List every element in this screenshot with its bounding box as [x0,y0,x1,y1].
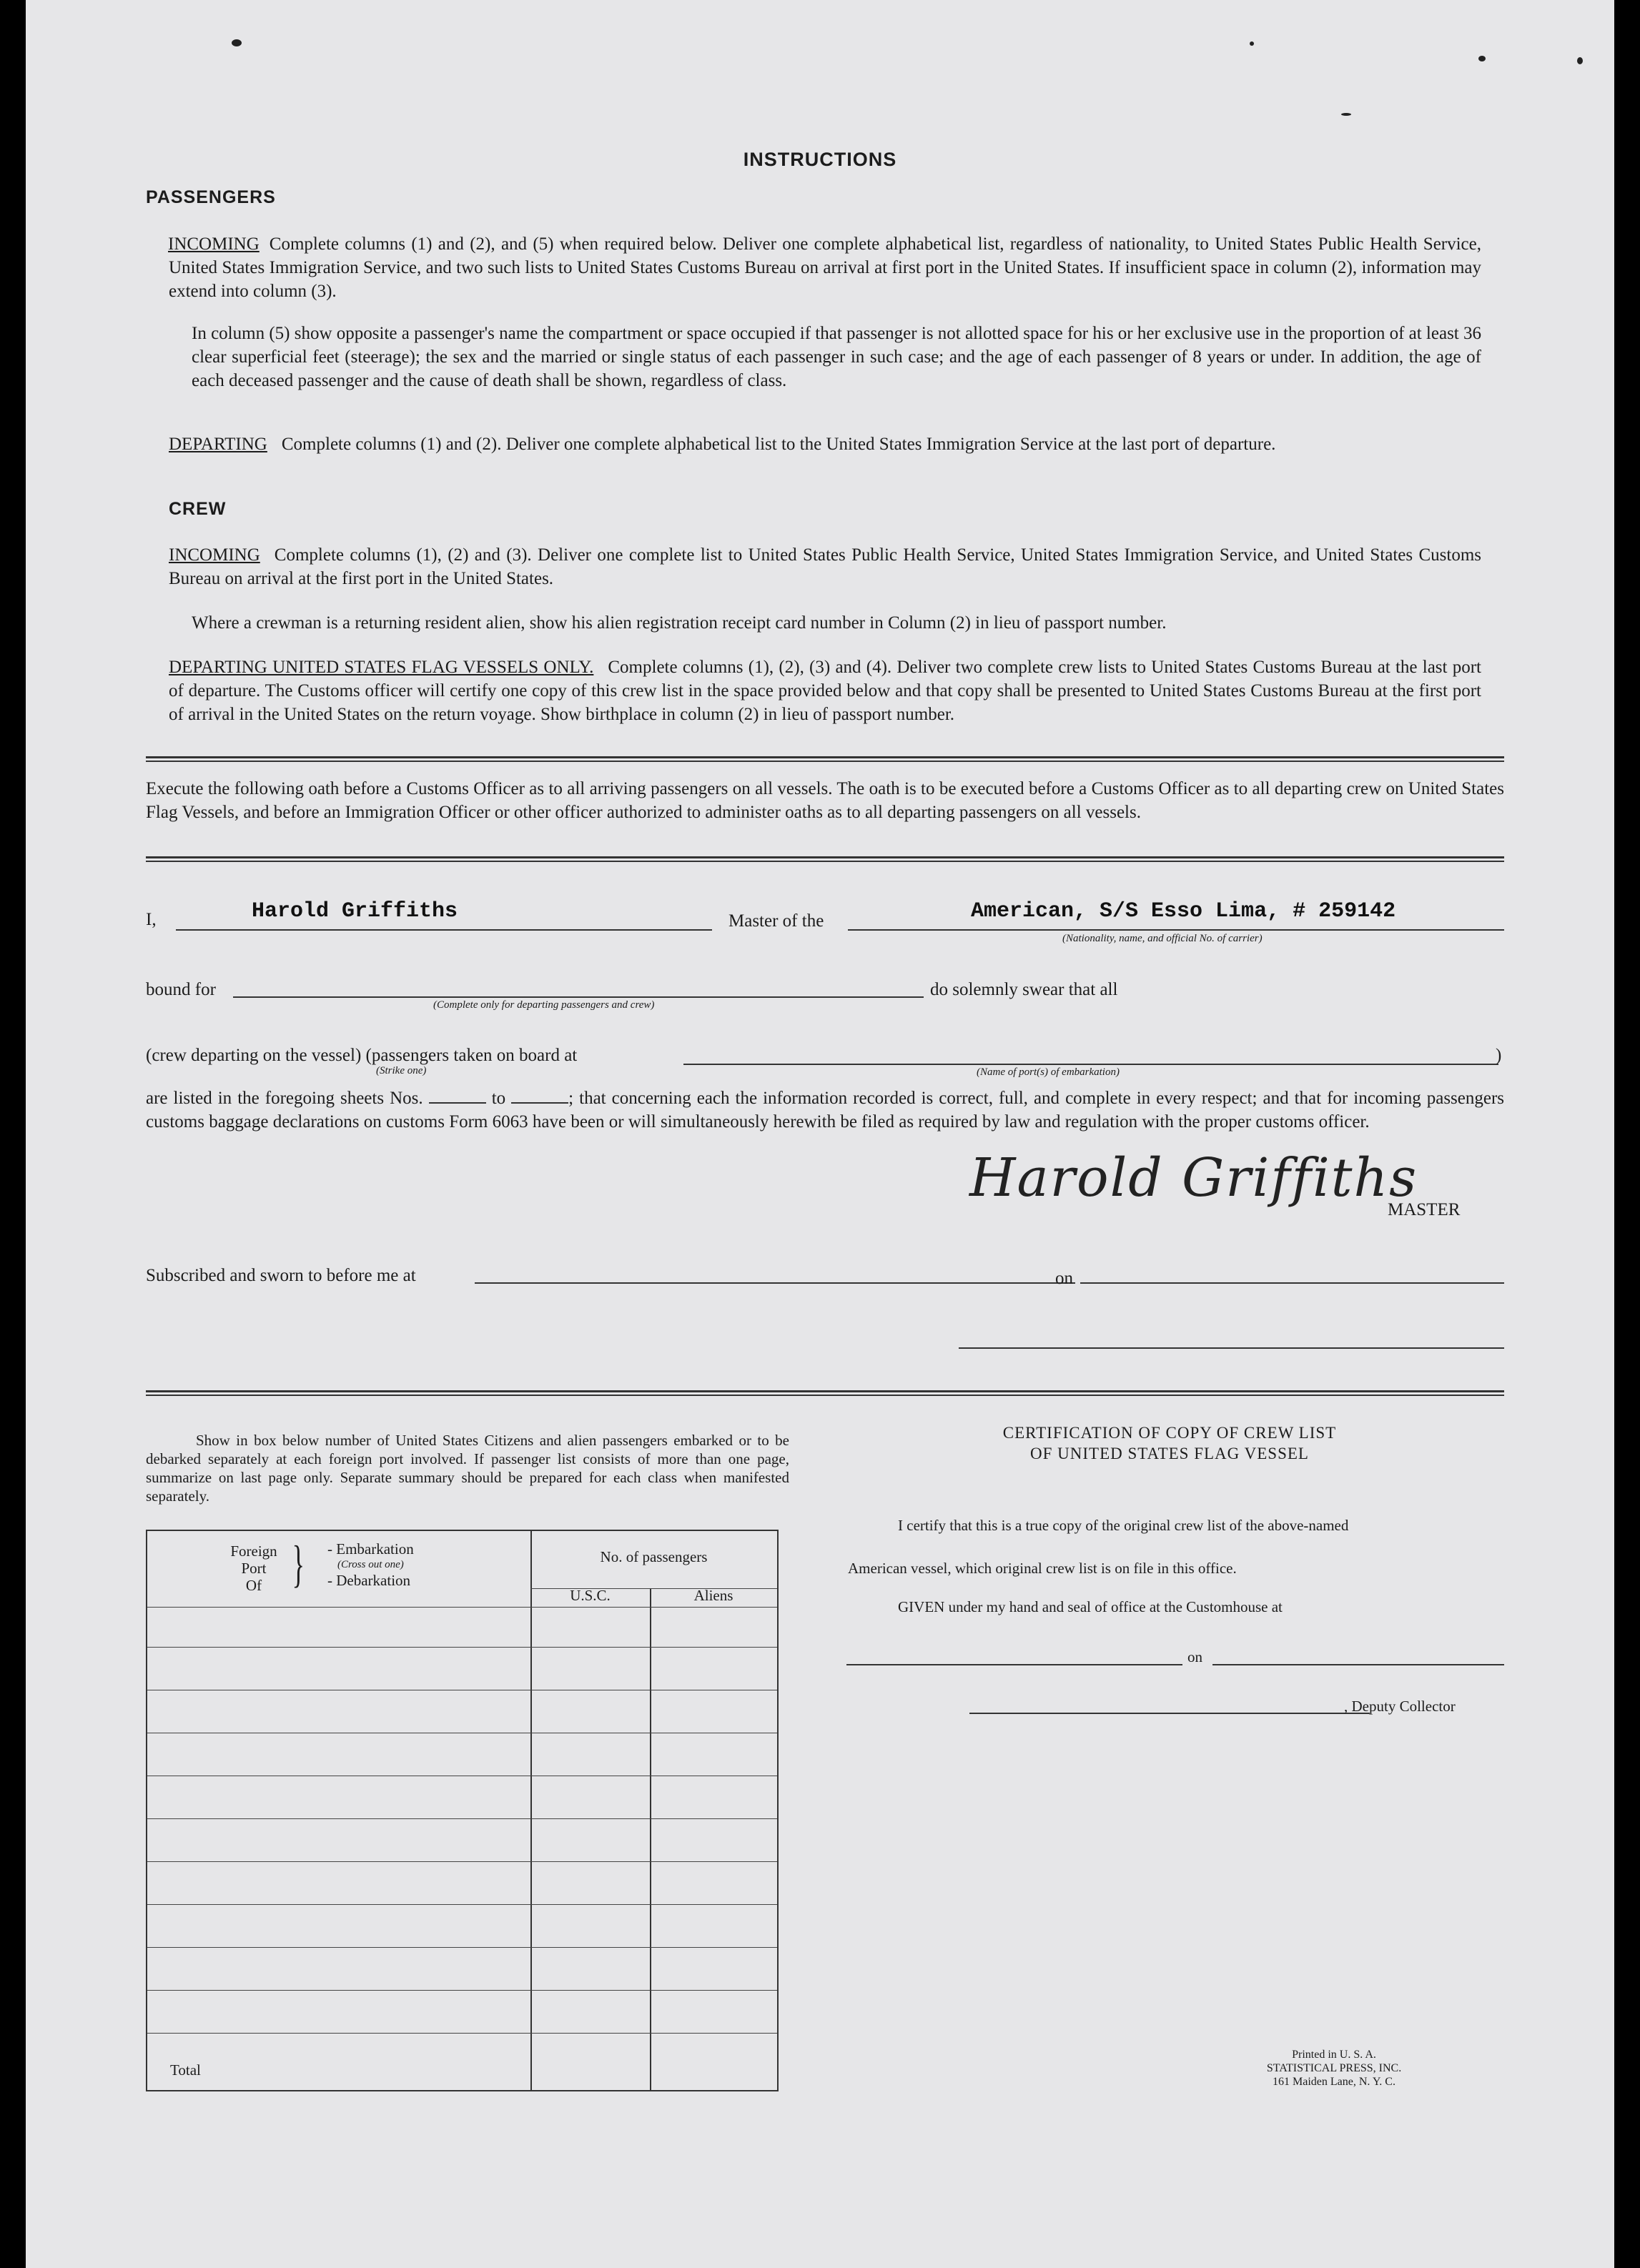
passenger-summary-table [146,1530,779,2091]
sworn-date-line[interactable] [1080,1282,1504,1284]
port-caption: (Name of port(s) of embarkation) [977,1066,1120,1078]
crew-incoming-label: INCOMING [169,545,260,565]
bound-for-line[interactable] [233,996,924,998]
on-label: on [1055,1269,1073,1288]
passengers-departing-paragraph [169,432,1481,456]
foreign-word: Foreign [230,1542,277,1560]
listed-text-b: ; that concerning each the information recorded is correct, full, and complete in every respect; and that for incoming passengers customs baggage declarations on customs Form 6063 have been or will simultaneously herewith be filed as required by law and regulation with the proper customs officer. [146,1089,1505,1131]
scan-speck [1250,41,1254,46]
master-signature: Harold Griffiths [969,1147,1418,1209]
close-paren: ) [1496,1046,1502,1065]
master-of-label: Master of the [728,911,824,931]
oath-i-label: I, [146,910,157,929]
crew-departing-strike: (crew departing on the vessel) (passengers taken on board at [146,1046,578,1065]
debarkation-option[interactable]: - Debarkation [327,1572,411,1589]
foreign-port-label [222,1542,286,1594]
printer-line-2: STATISTICAL PRESS, INC. [1266,2062,1402,2074]
table-col-divider-2 [650,1588,651,2090]
table-row [147,1990,777,1991]
of-word: Of [245,1577,262,1594]
printer-line-1: Printed in U. S. A. [1292,2049,1376,2061]
page-title: INSTRUCTIONS [743,149,897,170]
listed-paragraph [146,1086,1504,1134]
cert-on-label: on [1187,1648,1202,1665]
bottom-divider [146,1390,1504,1396]
vessel-field[interactable]: American, S/S Esso Lima, # 259142 [971,899,1396,923]
header-rule [147,1607,777,1608]
master-name-field[interactable]: Harold Griffiths [252,899,458,923]
form-page [26,0,1614,2268]
table-row [147,1947,777,1948]
embark-debark-labels [327,1541,414,1588]
table-col-divider-1 [530,1531,532,2090]
table-row [147,2033,777,2034]
usc-col-header: U.S.C. [570,1587,611,1604]
crew-incoming-text: Complete columns (1), (2) and (3). Deliver one complete list to United States Public Health Service, United States Immigration Service, and United States Customs Bureau on arrival at the first port in the United States. [169,545,1481,588]
section-divider [146,756,1504,762]
passengers-incoming-label: INCOMING [168,234,260,254]
embarkation-port-line[interactable] [683,1064,1498,1065]
deputy-collector-line[interactable] [969,1713,1370,1714]
sheet-to-field[interactable] [511,1088,568,1104]
vessel-caption: (Nationality, name, and official No. of carrier) [1062,933,1263,944]
passengers-incoming-text: Complete columns (1) and (2), and (5) when required below. Deliver one complete alphabetical list, regardless of nationality, to United States Public Health Service, United States Immigration Service, and two such lists to United States Customs Bureau on arrival at first port in the United States. If insufficient space in column (2), information may extend into column (3). [169,234,1481,301]
cert-title-line-2: OF UNITED STATES FLAG VESSEL [1030,1445,1309,1462]
strike-one-caption: (Strike one) [376,1065,427,1076]
scan-speck [1577,57,1583,64]
printer-line-3: 161 Maiden Lane, N. Y. C. [1273,2076,1396,2088]
passengers-departing-label: DEPARTING [169,435,267,454]
customhouse-line[interactable] [846,1664,1182,1665]
passengers-heading: PASSENGERS [146,187,276,207]
table-row [147,1647,777,1648]
passengers-incoming-paragraph [169,232,1481,303]
scan-speck [232,39,242,46]
passengers-departing-text: Complete columns (1) and (2). Deliver one complete alphabetical list to the United States Immigration Service at the last port of departure. [281,435,1276,454]
passengers-col-header: No. of passengers [600,1548,708,1565]
oath-intro: Execute the following oath before a Customs Officer as to all arriving passengers on all vessels. The oath is to be executed before a Customs Officer as to all departing crew on United States Flag Vessels, and before an Immigration Officer or other officer authorized to administer oaths as to all departing passengers on all vessels. [146,779,1504,822]
summary-instructions: Show in box below number of United States Citizens and alien passengers embarked or to be debarked separately at each foreign port involved. If passenger list consists of more than one page, summarize on last page only. Separate summary should be prepared for each class when manifested separately. [146,1432,789,1505]
bound-for-label: bound for [146,980,216,999]
listed-text-a: are listed in the foregoing sheets Nos. [146,1089,423,1108]
sheet-from-field[interactable] [429,1088,486,1104]
scan-speck [1478,56,1486,61]
embarkation-option[interactable]: - Embarkation [327,1540,414,1558]
cert-title-line-1: CERTIFICATION OF COPY OF CREW LIST [1002,1424,1337,1442]
crew-heading: CREW [169,499,227,519]
crew-departing-text: Complete columns (1), (2), (3) and (4). Deliver two complete crew lists to United States Customs Bureau at the last port of departure. The Customs officer will certify one copy of this crew list in the space provided below and that copy shall be presented to United States Customs Bureau at the first port of arrival in the United States on the return voyage. Show birthplace in column (2) in lieu of passport number. [169,658,1481,724]
cert-line-2: American vessel, which original crew list is on file in this office. [848,1560,1237,1577]
aliens-col-header: Aliens [693,1587,733,1604]
crew-departing-paragraph [169,655,1481,726]
printer-imprint [1227,2048,1441,2089]
table-row [147,1861,777,1862]
scan-speck [1341,113,1351,116]
cert-line-3: GIVEN under my hand and seal of office at the Customhouse at [898,1598,1283,1615]
bound-for-caption: (Complete only for departing passengers and crew) [433,999,655,1011]
master-label: MASTER [1388,1200,1461,1219]
total-label: Total [170,2061,201,2079]
deputy-collector-label: , Deputy Collector [1344,1698,1456,1715]
table-row [147,1818,777,1819]
table-row [147,1904,777,1905]
sworn-place-line[interactable] [475,1282,1075,1284]
crew-incoming-paragraph [169,543,1481,590]
master-name-line [176,929,712,931]
crew-resident-paragraph: Where a crewman is a returning resident alien, show his alien registration receipt card number in Column (2) in lieu of passport number. [192,613,1167,633]
cert-line-1: I certify that this is a true copy of the original crew list of the above-named [898,1517,1349,1534]
officer-signature-line[interactable] [959,1347,1504,1349]
subscribed-label: Subscribed and sworn to before me at [146,1266,416,1285]
listed-to: to [491,1089,506,1108]
crew-departing-label: DEPARTING UNITED STATES FLAG VESSELS ONLY. [169,658,594,677]
cert-date-line[interactable] [1212,1664,1504,1665]
certification-title [834,1422,1506,1464]
passengers-column5-paragraph: In column (5) show opposite a passenger's name the compartment or space occupied if that passenger is not allotted space for his or her exclusive use in the proportion of at least 36 clear superficial feet (steerage); the sex and the married or single status of each passenger in such case; and the age of each passenger of 8 years or under. In addition, the age of each deceased passenger and the cause of death shall be shown, regardless of class. [192,324,1481,390]
brace-glyph: } [292,1535,305,1593]
swear-label: do solemnly swear that all [930,980,1118,999]
oath-divider [146,856,1504,862]
vessel-line [848,929,1504,931]
cross-out-caption: (Cross out one) [337,1559,404,1570]
port-word: Port [241,1560,267,1577]
